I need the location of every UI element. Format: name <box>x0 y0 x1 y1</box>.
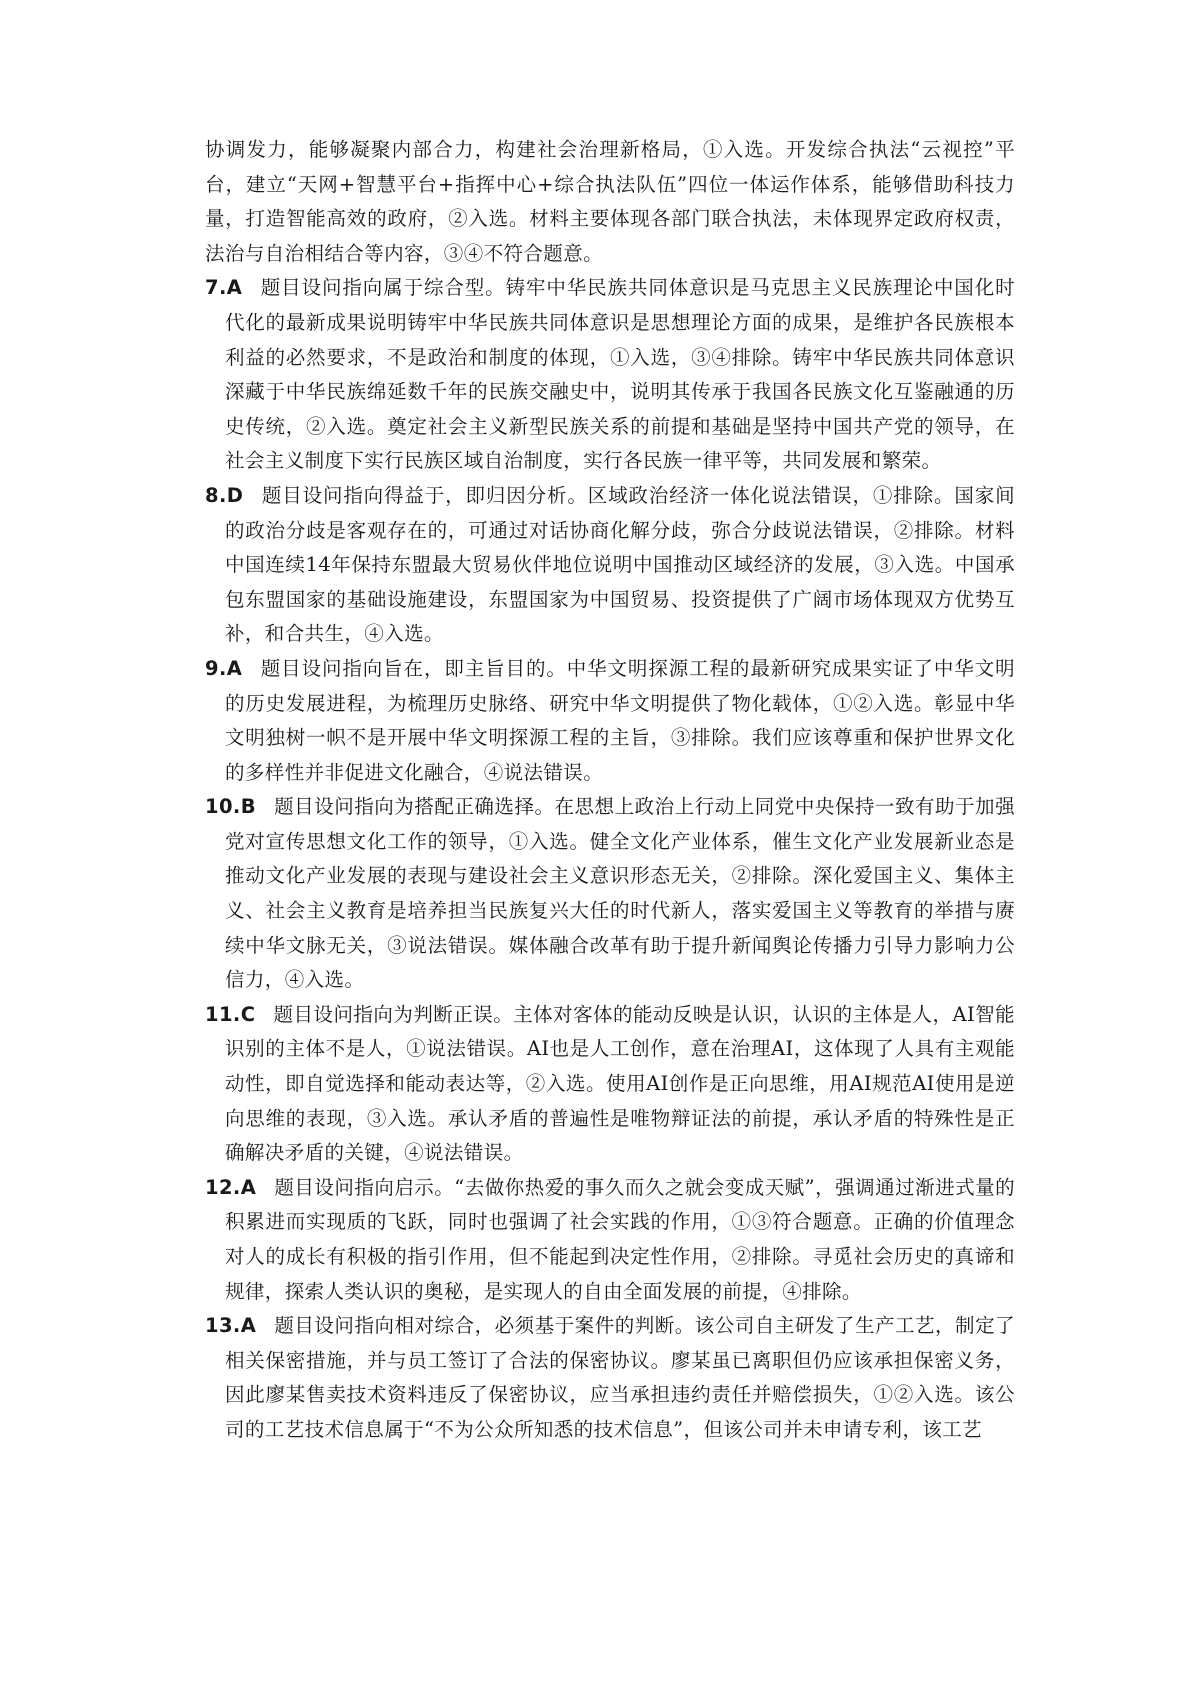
explanation-text: 题目设问指向旨在，即主旨目的。中华文明探源工程的最新研究成果实证了中华文明的历史发展进程，为梳理历史脉络、研究中华文明提供了物化载体，①②入选。彰显中华文明独树一帜不是开展中华文明探源工程的主旨，③排除。我们应该尊重和保护世界文化的多样性并非促进文化融合，④说法错误。 <box>225 656 1015 784</box>
explanation-item <box>205 1309 1015 1447</box>
explanation-list <box>205 271 1015 1447</box>
explanation-item <box>205 790 1015 998</box>
question-number: 9. <box>205 656 227 680</box>
answer-letter: B <box>240 795 257 819</box>
question-number: 10. <box>205 795 241 819</box>
explanation-item <box>205 479 1015 652</box>
explanation-item <box>205 271 1015 479</box>
explanation-text: 题目设问指向为搭配正确选择。在思想上政治上行动上同党中央保持一致有助于加强党对宣传思想文化工作的领导，①入选。健全文化产业体系，催生文化产业发展新业态是推动文化产业发展的表现与建设社会主义意识形态无关，②排除。深化爱国主义、集体主义、社会主义教育是培养担当民族复兴大任的时代新人，落实爱国主义等教育的举措与赓续中华文脉无关，③说法错误。媒体融合改革有助于提升新闻舆论传播力引导力影响力公信力，④入选。 <box>225 795 1015 992</box>
question-number: 13. <box>205 1314 241 1338</box>
answer-letter: A <box>240 1314 257 1338</box>
question-number: 8. <box>205 483 227 507</box>
explanation-text: 题目设问指向为判断正误。主体对客体的能动反映是认识，认识的主体是人，AI智能识别的主体不是人，①说法错误。AI也是人工创作，意在治理AI，这体现了人具有主观能动性，即自觉选择和能动表达等，②入选。使用AI创作是正向思维，用AI规范AI使用是逆向思维的表现，③入选。承认矛盾的普遍性是唯物辩证法的前提，承认矛盾的特殊性是正确解决矛盾的关键，④说法错误。 <box>225 1002 1015 1165</box>
explanation-item <box>205 998 1015 1171</box>
explanation-item <box>205 1171 1015 1309</box>
question-number: 12. <box>205 1175 241 1199</box>
answer-letter: A <box>226 656 243 680</box>
explanation-text: 题目设问指向属于综合型。铸牢中华民族共同体意识是马克思主义民族理论中国化时代化的最新成果说明铸牢中华民族共同体意识是思想理论方面的成果，是维护各民族根本利益的必然要求，不是政治和制度的体现，①入选，③④排除。铸牢中华民族共同体意识深藏于中华民族绵延数千年的民族交融史中，说明其传承于我国各民族文化互鉴融通的历史传统，②入选。奠定社会主义新型民族关系的前提和基础是坚持中国共产党的领导，在社会主义制度下实行民族区域自治制度，实行各民族一律平等，共同发展和繁荣。 <box>225 276 1015 473</box>
intro-paragraph: 协调发力，能够凝聚内部合力，构建社会治理新格局，①入选。开发综合执法“云视控”平台，建立“天网+智慧平台+指挥中心+综合执法队伍”四位一体运作体系，能够借助科技力量，打造智能高效的政府，②入选。材料主要体现各部门联合执法，未体现界定政府权责，法治与自治相结合等内容，③④不符合题意。 <box>205 138 1015 265</box>
question-number: 7. <box>205 276 227 300</box>
explanation-text: 题目设问指向启示。“去做你热爱的事久而久之就会变成天赋”，强调通过渐进式量的积累进而实现质的飞跃，同时也强调了社会实践的作用，①③符合题意。正确的价值理念对人的成长有积极的指引作用，但不能起到决定性作用，②排除。寻觅社会历史的真谛和规律，探索人类认识的奥秘，是实现人的自由全面发展的前提，④排除。 <box>225 1175 1015 1303</box>
explanation-text: 题目设问指向得益于，即归因分析。区域政治经济一体化说法错误，①排除。国家间的政治分歧是客观存在的，可通过对话协商化解分歧，弥合分歧说法错误，②排除。材料中国连续14年保持东盟最大贸易伙伴地位说明中国推动区域经济的发展，③入选。中国承包东盟国家的基础设施建设，东盟国家为中国贸易、投资提供了广阔市场体现双方优势互补，和合共生，④入选。 <box>225 483 1015 646</box>
question-number: 11. <box>205 1002 241 1026</box>
answer-letter: D <box>226 483 244 507</box>
answer-letter: A <box>240 1175 257 1199</box>
explanation-text: 题目设问指向相对综合，必须基于案件的判断。该公司自主研发了生产工艺，制定了相关保密措施，并与员工签订了合法的保密协议。廖某虽已离职但仍应该承担保密义务，因此廖某售卖技术资料违反了保密协议，应当承担违约责任并赔偿损失，①②入选。该公司的工艺技术信息属于“不为公众所知悉的技术信息”，但该公司并未申请专利，该工艺 <box>225 1314 1015 1441</box>
answer-letter: C <box>240 1002 256 1026</box>
explanation-item <box>205 652 1015 790</box>
explanation-content <box>205 133 1015 1448</box>
answer-letter: A <box>226 276 243 300</box>
